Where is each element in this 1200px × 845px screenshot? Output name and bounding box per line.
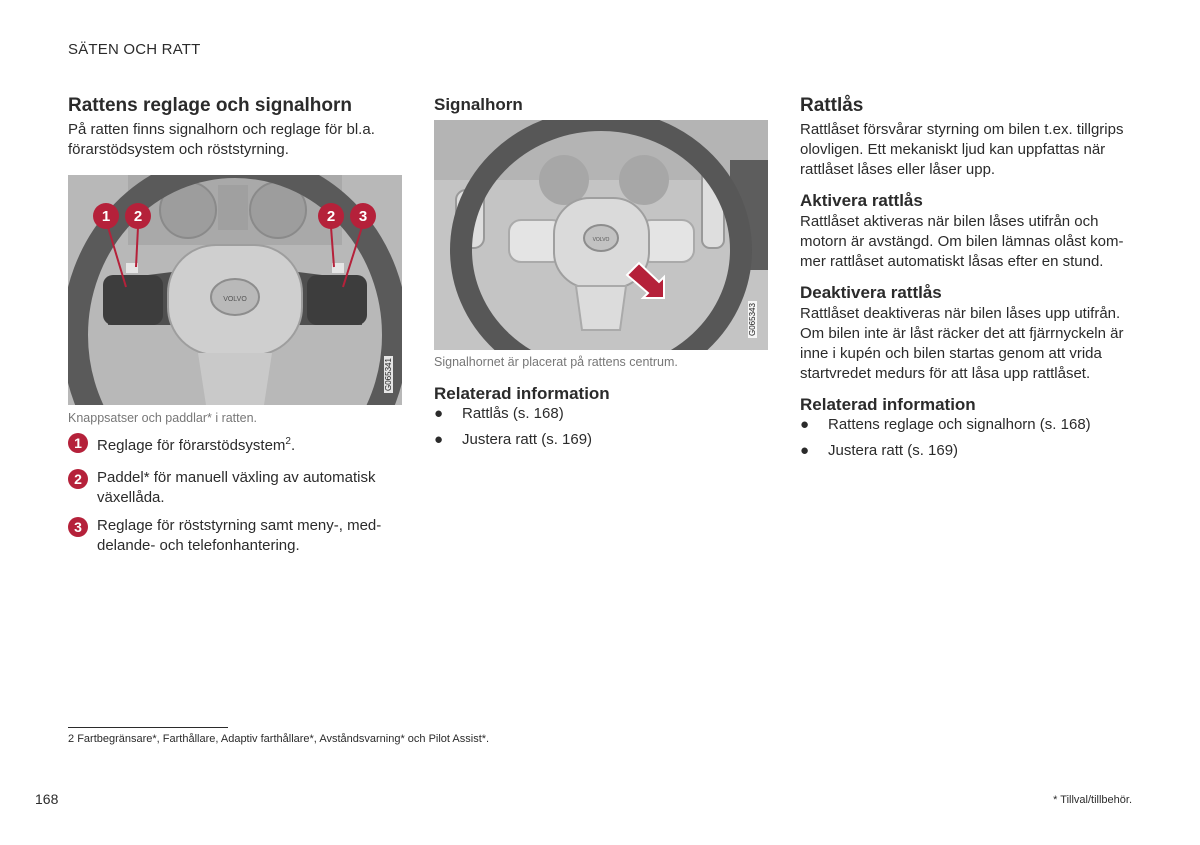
- option-note: * Tillval/tillbehör.: [1053, 794, 1132, 806]
- list-item: [68, 468, 403, 508]
- signalhorn-title: Signalhorn: [434, 95, 523, 114]
- related-info-title: Relaterad information: [434, 384, 610, 403]
- rattlas-title: Rattlås: [800, 95, 864, 116]
- deactivate-text: Rattlåset deaktiveras när bilen låses upp utifrån. Om bilen inte är låst räcker det att fjärrnyckeln är inne i kupén och bilen startas genom att vrida startvredet medurs för att låsa upp rattlåset.: [800, 305, 1124, 382]
- steering-wheel-illustration: [68, 175, 402, 405]
- related-link-justera-ratt[interactable]: Justera ratt (s. 169): [462, 431, 593, 448]
- related-list: [800, 415, 1130, 467]
- steering-wheel-controls-image: [68, 175, 402, 405]
- horn-image: [434, 120, 768, 350]
- callout-2-left-label: 2: [133, 208, 143, 225]
- section-header: SÄTEN OCH RATT: [68, 41, 201, 58]
- callout-3: [350, 203, 376, 229]
- related-link-justera-ratt[interactable]: Justera ratt (s. 169): [828, 442, 959, 459]
- intro-text: På ratten finns signalhorn och reglage för bl.a. förarstödsystem och röststyrning.: [68, 121, 375, 158]
- footnote-number: 2: [68, 733, 75, 745]
- figure-caption: Signalhornet är placerat på rattens centrum.: [434, 355, 678, 369]
- footnote-divider: [68, 727, 228, 728]
- numbered-list: [68, 432, 403, 564]
- related-info-title: Relaterad information: [800, 395, 976, 414]
- number-badge: 1: [68, 433, 88, 453]
- related-link-rattens-reglage[interactable]: Rattens reglage och signalhorn (s. 168): [828, 416, 1091, 433]
- callout-1: [93, 203, 119, 229]
- list-item: [434, 404, 764, 424]
- bullet-icon: ●: [800, 416, 810, 433]
- list-item-text: Reglage för röststyrning samt meny-, meddelande- och telefonhantering.: [97, 517, 382, 554]
- horn-illustration: [434, 120, 768, 350]
- page-title: Rattens reglage och signalhorn: [68, 95, 352, 116]
- callout-2-right: [318, 203, 344, 229]
- svg-text:VOLVO: VOLVO: [592, 237, 610, 243]
- footnote-text: Fartbegränsare*, Farthållare, Adaptiv farthållare*, Avståndsvarning* och Pilot Assist*.: [77, 733, 490, 745]
- bullet-icon: ●: [434, 431, 444, 448]
- related-list: [434, 404, 764, 456]
- list-item-text: Paddel* för manuell växling av automatisk växellåda.: [97, 469, 376, 506]
- activate-title: Aktivera rattlås: [800, 191, 923, 210]
- related-link-rattlas[interactable]: Rattlås (s. 168): [462, 405, 564, 422]
- footnote-ref: 2: [285, 436, 291, 447]
- list-item: [68, 516, 403, 556]
- list-item: [800, 441, 1130, 461]
- figure-code: G065341: [384, 358, 393, 391]
- callout-2-left: [125, 203, 151, 229]
- callout-2-right-label: 2: [326, 208, 336, 225]
- number-badge: 2: [68, 469, 88, 489]
- page-number: 168: [35, 791, 59, 807]
- svg-text:VOLVO: VOLVO: [223, 296, 247, 303]
- rattlas-intro: Rattlåset försvårar styrning om bilen t.ex. tillgrips olovligen. Ett mekaniskt ljud kan uppfattas när rattlåset låses eller låser upp.: [800, 121, 1124, 178]
- list-item-end: .: [290, 437, 296, 454]
- list-item-label: Reglage för förarstödsystem: [97, 437, 286, 454]
- footnote: [68, 733, 489, 745]
- list-item: [800, 415, 1130, 435]
- list-item: [434, 430, 764, 450]
- list-item-text: [97, 432, 295, 456]
- figure-code: G065343: [748, 303, 757, 336]
- list-item: [68, 432, 403, 456]
- activate-text: Rattlåset aktiveras när bilen låses utifrån och motorn är avstängd. Om bilen lämnas olåst kommer rattlåset automatiskt låsas efter en stund.: [800, 213, 1124, 270]
- callout-1-label: 1: [101, 208, 111, 225]
- bullet-icon: ●: [800, 442, 810, 459]
- deactivate-title: Deaktivera rattlås: [800, 283, 942, 302]
- callout-3-label: 3: [358, 208, 368, 225]
- bullet-icon: ●: [434, 405, 444, 422]
- number-badge: 3: [68, 517, 88, 537]
- figure-caption: Knappsatser och paddlar* i ratten.: [68, 411, 258, 425]
